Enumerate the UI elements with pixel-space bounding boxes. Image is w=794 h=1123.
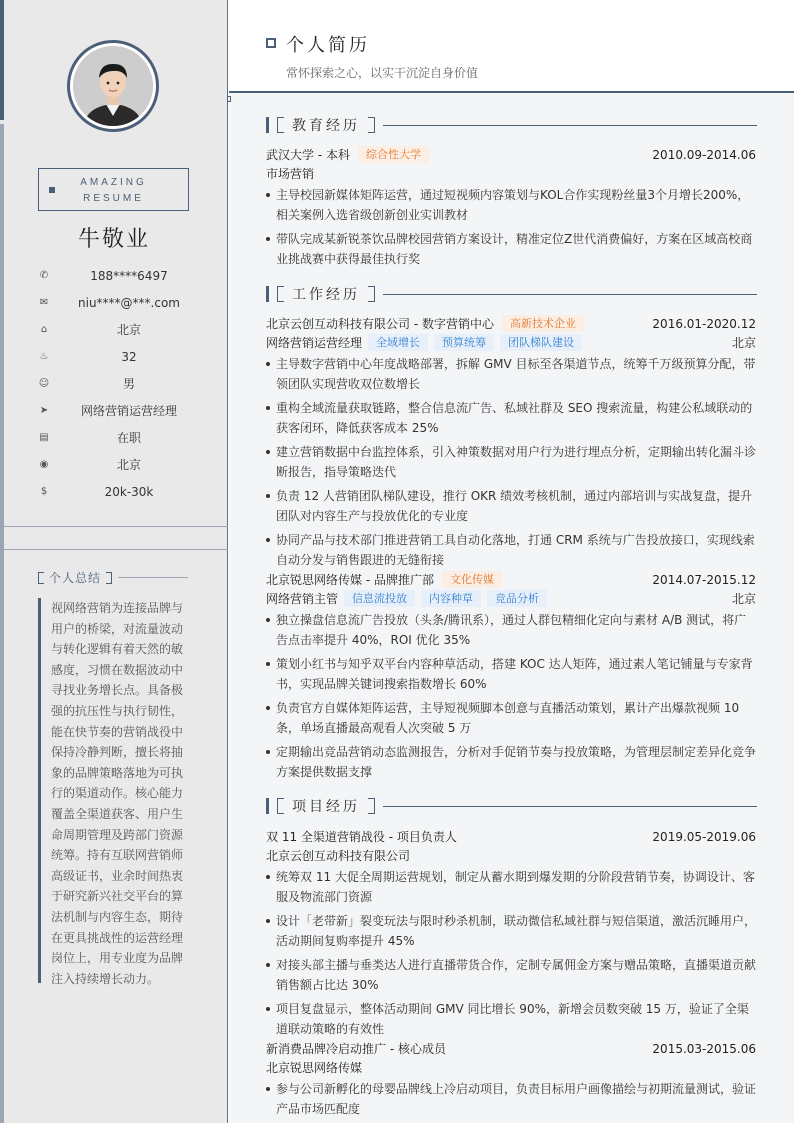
list-item: 策划小红书与知乎双平台内容种草活动，搭建 KOC 达人矩阵，通过素人笔记铺量与专家背书，实现品牌关键词搜索指数增长 60%: [266, 654, 756, 694]
company-name: 北京云创互动科技有限公司 - 数字营销中心: [266, 317, 494, 331]
bracket-left-icon: [277, 286, 284, 302]
skill-tag: 信息流投放: [344, 590, 415, 607]
info-row: [36, 424, 206, 451]
info-value: niu****@***.com: [78, 295, 180, 310]
avatar: [73, 46, 153, 126]
heading-rule: [383, 294, 757, 295]
skill-tag: 预算统筹: [434, 334, 494, 351]
education-heading: [266, 116, 757, 134]
smile-icon: ☺: [38, 378, 50, 389]
job-bullets: [266, 354, 756, 570]
skill-tag: 内容种草: [421, 590, 481, 607]
info-row: [36, 478, 206, 505]
briefcase-icon: ▤: [39, 432, 49, 443]
project-name: 新消费品牌冷启动推广 - 核心成员: [266, 1042, 446, 1056]
job-role: 网络营销主管: [266, 592, 339, 606]
info-value: 北京: [116, 323, 141, 337]
heading-rule: [383, 125, 757, 126]
location-pin-icon: ◉: [39, 459, 49, 470]
work-entry: [266, 570, 756, 786]
main-content: [229, 0, 794, 1123]
info-value: 在职: [116, 431, 141, 445]
bracket-left-icon: [277, 798, 284, 814]
project-bullets: [266, 1079, 756, 1119]
email-icon: ✉: [39, 297, 49, 308]
list-item: 重构全域流量获取链路，整合信息流广告、私域社群及 SEO 搜索流量，构建公私域联动的获客闭环，降低获客成本 25%: [266, 398, 756, 438]
info-row: [36, 370, 206, 397]
sidebar-divider: [4, 549, 228, 550]
projects-heading: [266, 797, 757, 815]
education-bullets: [266, 185, 756, 269]
badge-square-icon: [49, 187, 55, 193]
list-item: 主导数字营销中心年度战略部署，拆解 GMV 目标至各渠道节点，统筹千万级预算分配，带领团队实现营收双位数增长: [266, 354, 756, 394]
section-bar-icon: [266, 117, 269, 133]
major: 市场营销: [266, 167, 315, 181]
list-item: 负责官方自媒体矩阵运营，主导短视频脚本创意与直播活动策划，累计产出爆款视频 10 条，单场直播最高观看人次突破 5 万: [266, 698, 756, 738]
sidebar-accent-bar: [0, 0, 4, 120]
birthday-cake-icon: ♨: [39, 351, 49, 362]
company-tag: 文化传媒: [442, 571, 502, 588]
avatar-frame: [67, 40, 159, 132]
avatar-photo-icon: [73, 46, 153, 126]
info-row: [36, 397, 206, 424]
job-role: 网络营销运营经理: [266, 336, 363, 350]
skill-tag: 全域增长: [368, 334, 428, 351]
info-row: [36, 343, 206, 370]
list-item: 主导校园新媒体矩阵运营，通过短视频内容策划与KOL合作实现粉丝量3个月增长200%，相关案例入选省级创新创业实训教材: [266, 185, 756, 225]
badge-line2: RESUME: [83, 193, 144, 204]
title-square-icon: [266, 38, 276, 48]
job-city: 北京: [731, 336, 756, 350]
info-value: 北京: [116, 458, 141, 472]
bracket-right-icon: [368, 798, 375, 814]
sidebar-accent-bar-lower: [0, 124, 4, 1123]
list-item: 协同产品与技术部门推进营销工具自动化落地，打通 CRM 系统与广告投放接口，实现线索自动分发与销售跟进的无缝衔接: [266, 530, 756, 570]
skill-tag: 团队梯队建设: [500, 334, 582, 351]
bracket-left-icon: [277, 117, 284, 133]
education-date: 2010.09-2014.06: [652, 147, 756, 162]
salary-icon: $: [40, 486, 48, 497]
bracket-left-icon: [38, 572, 44, 584]
project-date: 2019.05-2019.06: [652, 829, 756, 844]
project-bullets: [266, 867, 756, 1039]
info-value: 网络营销运营经理: [80, 404, 177, 418]
info-value: 188****6497: [90, 268, 168, 283]
bracket-right-icon: [368, 286, 375, 302]
summary-text: 视网络营销为连接品牌与用户的桥梁，对流量波动与转化逻辑有着天然的敏感度，习惯在数据波动中寻找业务增长点。具备极强的抗压性与执行韧性，能在快节奏的营销战役中保持冷静判断，擅长将抽象的品牌策略落地为可执行的渠道动作。核心能力覆盖全渠道获客、用户生命周期管理及跨部门资源统筹。持有互联网营销师高级证书，业余时间热衷于研究新兴社交平台的算法机制与内容生态，期待在更具挑战性的运营经理岗位上，用专业度为品牌注入持续增长动力。: [38, 598, 188, 983]
info-row: [36, 262, 206, 289]
job-city: 北京: [731, 592, 756, 606]
info-value: 男: [122, 377, 135, 391]
project-org: 北京云创互动科技有限公司: [266, 849, 411, 863]
summary-title: 个人总结: [49, 571, 102, 585]
contact-info-list: [36, 262, 206, 505]
list-item: 独立操盘信息流广告投放（头条/腾讯系），通过人群包精细化定向与素材 A/B 测试，将广告点击率提升 40%，ROI 优化 35%: [266, 610, 756, 650]
project-name: 双 11 全渠道营销战役 - 项目负责人: [266, 830, 457, 844]
project-entry: [266, 827, 756, 1043]
info-value: 20k-30k: [104, 484, 154, 499]
page-subtitle: 常怀探索之心，以实干沉淀自身价值: [286, 66, 479, 80]
list-item: 对接头部主播与垂类达人进行直播带货合作，定制专属佣金方案与赠品策略，直播渠道贡献销售额占比达 30%: [266, 955, 756, 995]
info-value: 32: [121, 349, 137, 364]
list-item: 负责 12 人营销团队梯队建设，推行 OKR 绩效考核机制，通过内部培训与实战复盘，提升团队对内容生产与投放优化的专业度: [266, 486, 756, 526]
section-bar-icon: [266, 286, 269, 302]
education-entry: [266, 145, 756, 273]
school-tag: 综合性大学: [358, 146, 429, 163]
job-bullets: [266, 610, 756, 782]
heading-rule: [383, 806, 757, 807]
page-header: [229, 0, 794, 93]
phone-icon: ✆: [39, 270, 49, 281]
sidebar-divider: [4, 526, 228, 527]
job-date: 2014.07-2015.12: [652, 572, 756, 587]
summary-heading: [38, 569, 188, 586]
bracket-right-icon: [106, 572, 112, 584]
list-item: 建立营销数据中台监控体系，引入神策数据对用户行为进行埋点分析，定期输出转化漏斗诊断报告，指导策略迭代: [266, 442, 756, 482]
header-marker-icon: [227, 96, 231, 102]
page-title: 个人简历: [286, 35, 370, 56]
school-name: 武汉大学 - 本科: [266, 148, 350, 162]
job-date: 2016.01-2020.12: [652, 316, 756, 331]
list-item: 设计「老带新」裂变玩法与限时秒杀机制，联动微信私域社群与短信渠道，激活沉睡用户，活动期间复购率提升 45%: [266, 911, 756, 951]
sidebar: [0, 0, 228, 1123]
bracket-right-icon: [368, 117, 375, 133]
info-row: [36, 289, 206, 316]
section-title: 项目经历: [292, 799, 360, 815]
list-item: 统筹双 11 大促全周期运营规划，制定从蓄水期到爆发期的分阶段营销节奏，协调设计、客服及物流部门资源: [266, 867, 756, 907]
project-entry: [266, 1039, 756, 1123]
list-item: 带队完成某新锐茶饮品牌校园营销方案设计，精准定位Z世代消费偏好，方案在区域高校商业挑战赛中获得最佳执行奖: [266, 229, 756, 269]
list-item: 定期输出竞品营销动态监测报告，分析对手促销节奏与投放策略，为管理层制定差异化竞争方案提供数据支撑: [266, 742, 756, 782]
list-item: 项目复盘显示，整体活动期间 GMV 同比增长 90%，新增会员数突破 15 万，验证了全渠道联动策略的有效性: [266, 999, 756, 1039]
section-bar-icon: [266, 798, 269, 814]
project-date: 2015.03-2015.06: [652, 1041, 756, 1056]
candidate-name: 牛敬业: [77, 227, 150, 252]
list-item: 参与公司新孵化的母婴品牌线上冷启动项目，负责目标用户画像描绘与初期流量测试，验证产品市场匹配度: [266, 1079, 756, 1119]
info-row: [36, 316, 206, 343]
send-icon: ➤: [39, 405, 49, 416]
project-org: 北京锐思网络传媒: [266, 1061, 363, 1075]
work-entry: [266, 314, 756, 574]
info-row: [36, 451, 206, 478]
home-icon: ⌂: [40, 324, 48, 335]
section-title: 教育经历: [292, 118, 360, 134]
heading-rule: [118, 577, 188, 578]
resume-badge: [38, 168, 189, 211]
company-tag: 高新技术企业: [502, 315, 584, 332]
work-heading: [266, 285, 757, 303]
badge-line1: AMAZING: [80, 177, 147, 188]
skill-tag: 竞品分析: [487, 590, 547, 607]
company-name: 北京锐思网络传媒 - 品牌推广部: [266, 573, 434, 587]
section-title: 工作经历: [292, 287, 360, 303]
